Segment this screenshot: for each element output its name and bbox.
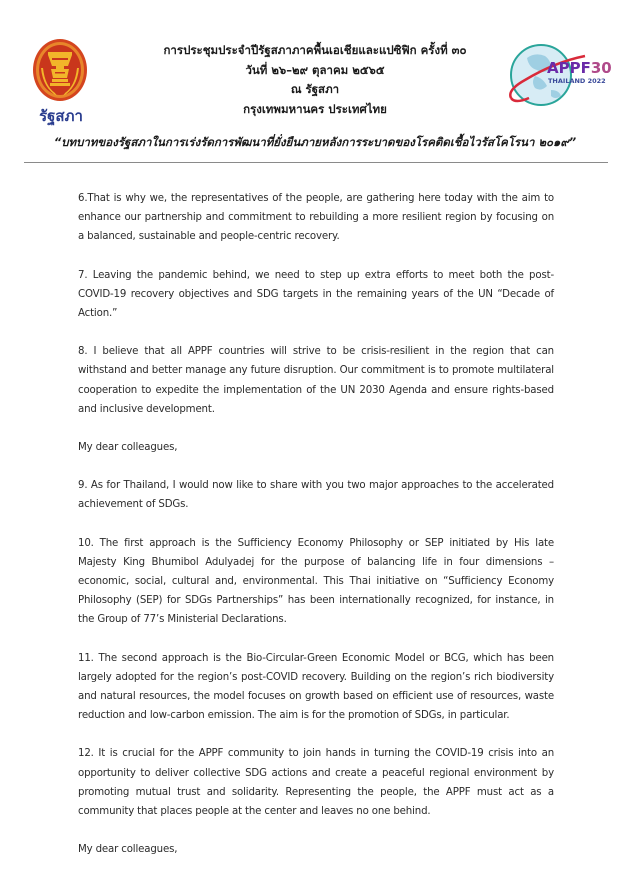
meeting-location: กรุงเทพมหานคร ประเทศไทย	[243, 101, 387, 116]
paragraph-8: 8. I believe that all APPF countries will strive to be crisis-resilient in the region that can withstand and better manage any future disruption. Our commitment is to promote multilateral cooperation to expedite the implementation of the UN 2030 Agenda and ensure rights-based and inclusive development.	[78, 346, 554, 415]
parliament-logo-caption: รัฐสภา	[39, 107, 83, 125]
meeting-dates: วันที่ ๒๖–๒๙ ตุลาคม ๒๕๖๕	[245, 62, 385, 77]
parliament-logo	[31, 38, 89, 128]
header-divider	[24, 162, 608, 163]
paragraph-10: 10. The first approach is the Sufficiency Economy Philosophy or SEP initiated by His late Majesty King Bhumibol Adulyadej for the purpose of balancing life in four dimensions – economic, social, cultural and, environmental. This Thai initiative on “Sufficiency Economy Philosophy (SEP) for SDGs Partnerships” has been internationally recognized, for instance, in the Group of 77’s Ministerial Declarations.	[78, 537, 554, 626]
paragraph-11: 11. The second approach is the Bio-Circular-Green Economic Model or BCG, which has been largely adopted for the region’s post-COVID recovery. Building on the region’s rich biodiversity and natural resources, the model focuses on growth based on efficient use of resources, waste reduction and low-carbon emission. The aim is for the promotion of SDGs, in particular.	[78, 652, 554, 722]
appf30-logo	[505, 40, 612, 112]
theme-title: “บทบาทของรัฐสภาในการเร่งรัดการพัฒนาที่ยั่งยืนภายหลังการระบาดของโรคติดเชื้อไวรัสโคโรนา ๒๐๑๙”	[53, 135, 577, 149]
salutation-closing: My dear colleagues,	[78, 844, 178, 856]
document-header	[0, 0, 630, 170]
paragraph-9: 9. As for Thailand, I would now like to share with you two major approaches to the accelerated achievement of SDGs.	[78, 480, 554, 511]
paragraph-12: 12. It is crucial for the APPF community to join hands in turning the COVID-19 crisis into an opportunity to deliver collective SDG actions and create a peaceful regional environment by promoting mutual trust and solidarity. Representing the people, the APPF must act as a community that places people at the center and leaves no one behind.	[78, 748, 554, 818]
appf-brand	[547, 58, 612, 77]
appf-brand-text: APPF	[547, 59, 591, 77]
speech-body	[78, 189, 554, 859]
appf-subtitle: THAILAND 2022	[548, 77, 606, 85]
paragraph-7: 7. Leaving the pandemic behind, we need to step up extra efforts to meet both the post-COVID-19 recovery objectives and SDG targets in the remaining years of the UN “Decade of Action.”	[78, 269, 554, 320]
salutation: My dear colleagues,	[78, 442, 178, 454]
meeting-info	[120, 41, 510, 119]
meeting-title: การประชุมประจำปีรัฐสภาภาคพื้นเอเชียและแปซิฟิก ครั้งที่ ๓๐	[163, 43, 467, 57]
appf-number: 30	[590, 59, 612, 77]
meeting-venue: ณ รัฐสภา	[290, 82, 340, 96]
paragraph-6: 6.That is why we, the representatives of the people, are gathering here today with the aim to enhance our partnership and commitment to rebuilding a more resilient region by focusing on a balanced, sustainable and people-centric recovery.	[78, 193, 554, 243]
